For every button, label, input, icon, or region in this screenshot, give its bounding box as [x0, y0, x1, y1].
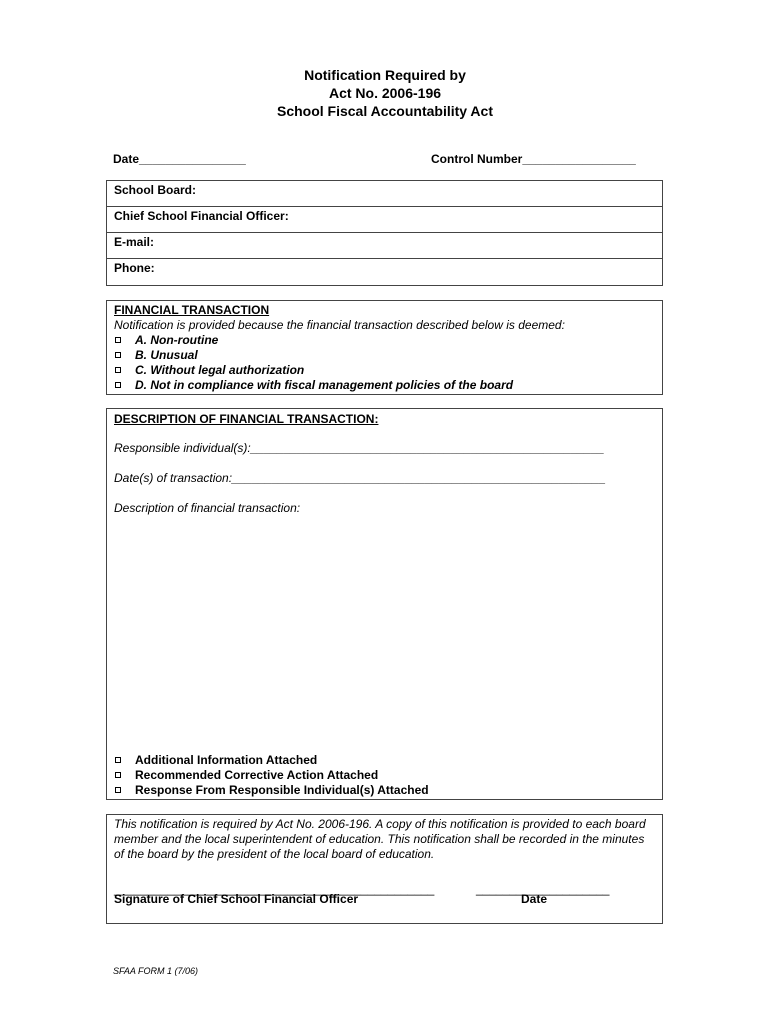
contact-info-box [106, 180, 663, 286]
email-field[interactable]: E-mail: [107, 233, 662, 259]
signature-label: Signature of Chief School Financial Officer [114, 892, 359, 906]
option-label: Not in compliance with fiscal management policies of the board [150, 378, 514, 392]
option-label: Without legal authorization [150, 363, 305, 377]
option-label: Unusual [150, 348, 198, 362]
notice-box [106, 814, 663, 924]
notice-text: This notification is required by Act No. 2006-196. A copy of this notification is provided to each board member and the local superintendent of education. This notification shall be recorded in the minutes of the board by the president of the local board of education. [114, 817, 646, 861]
option-c[interactable] [114, 363, 655, 378]
signature-date-line[interactable]: ____________________ [476, 882, 610, 896]
title-line-1: Notification Required by [304, 67, 466, 83]
option-letter: B. [135, 348, 147, 362]
option-b[interactable] [114, 348, 655, 363]
option-d[interactable] [114, 378, 655, 393]
attachment-label: Recommended Corrective Action Attached [135, 768, 379, 782]
attachment-label: Additional Information Attached [135, 753, 318, 767]
form-footer: SFAA FORM 1 (7/06) [113, 966, 199, 976]
description-heading: DESCRIPTION OF FINANCIAL TRANSACTION: [114, 412, 379, 426]
attachment-additional-info[interactable] [114, 753, 429, 768]
school-board-field[interactable]: School Board: [107, 181, 662, 207]
phone-field[interactable]: Phone: [114, 261, 155, 275]
transaction-description-field[interactable]: Description of financial transaction: [114, 501, 301, 515]
attachment-label: Response From Responsible Individual(s) Attached [135, 783, 429, 797]
description-box [106, 408, 663, 800]
title-line-2: Act No. 2006-196 [328, 85, 442, 101]
financial-transaction-box [106, 300, 663, 395]
signature-date-label: Date [521, 892, 548, 906]
checkbox-icon[interactable] [115, 382, 121, 388]
control-number-field[interactable]: Control Number_________________ [431, 152, 636, 166]
financial-transaction-heading: FINANCIAL TRANSACTION [114, 303, 270, 317]
title-line-3: School Fiscal Accountability Act [276, 103, 493, 119]
checkbox-icon[interactable] [115, 787, 121, 793]
option-a[interactable] [114, 333, 655, 348]
transaction-dates-field[interactable]: Date(s) of transaction:________________________________________________________ [114, 471, 606, 485]
option-letter: C. [135, 363, 147, 377]
option-letter: D. [135, 378, 147, 392]
checkbox-icon[interactable] [115, 772, 121, 778]
date-field[interactable]: Date________________ [113, 152, 246, 166]
checkbox-icon[interactable] [115, 352, 121, 358]
checkbox-icon[interactable] [115, 337, 121, 343]
attachment-corrective-action[interactable] [114, 768, 429, 783]
attachments-list [114, 753, 429, 798]
form-title [0, 66, 770, 120]
option-label: Non-routine [150, 333, 219, 347]
responsible-individuals-field[interactable]: Responsible individual(s):_____________________________________________________ [114, 441, 605, 455]
cfo-field[interactable]: Chief School Financial Officer: [107, 207, 662, 233]
checkbox-icon[interactable] [115, 367, 121, 373]
attachment-response[interactable] [114, 783, 429, 798]
option-letter: A. [135, 333, 147, 347]
financial-transaction-intro: Notification is provided because the financial transaction described below is deemed: [114, 318, 565, 332]
checkbox-icon[interactable] [115, 757, 121, 763]
signature-line[interactable]: ________________________________________________ [114, 882, 435, 896]
